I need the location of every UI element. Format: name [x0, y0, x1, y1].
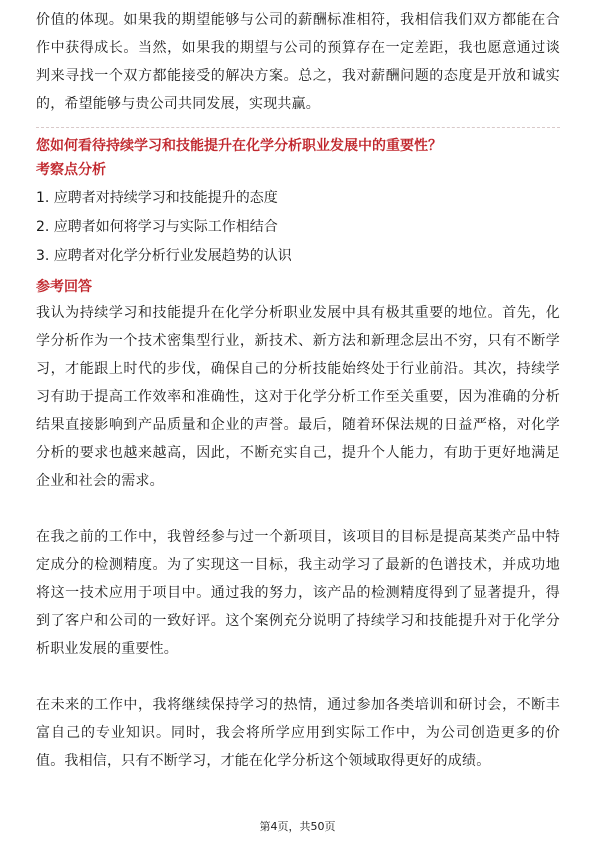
analysis-point: 3. 应聘者对化学分析行业发展趋势的认识: [36, 248, 292, 264]
question-heading: 您如何看待持续学习和技能提升在化学分析职业发展中的重要性？: [36, 138, 442, 154]
answer-paragraph: 我认为持续学习和技能提升在化学分析职业发展中具有极其重要的地位。首先，化学分析作为一个技术密集型行业，新技术、新方法和新理念层出不穷，只有不断学习，才能跟上时代的步伐，确保自己的分析技能始终处于行业前沿。其次，持续学习有助于提高工作效率和准确性，这对于化学分析工作至关重要，因为准确的分析结果直接影响到产品质量和企业的声誉。最后，随着环保法规的日益严格，对化学分析的要求也越来越高，因此，不断充实自己，提升个人能力，有助于更好地满足企业和社会的需求。: [36, 305, 560, 489]
analysis-point: 1. 应聘者对持续学习和技能提升的态度: [36, 190, 278, 206]
answer-paragraph: 在我之前的工作中，我曾经参与过一个新项目，该项目的目标是提高某类产品中特定成分的检测精度。为了实现这一目标，我主动学习了最新的色谱技术，并成功地将这一技术应用于项目中。通过我的努力，该产品的检测精度得到了显著提升，得到了客户和公司的一致好评。这个案例充分说明了持续学习和技能提升对于化学分析职业发展的重要性。: [36, 529, 560, 657]
page-footer: 第4页，共50页: [259, 820, 336, 833]
answer-title: 参考回答: [36, 279, 92, 295]
intro-paragraph: 价值的体现。如果我的期望能够与公司的薪酬标准相符，我相信我们双方都能在合作中获得成长。当然，如果我的期望与公司的预算存在一定差距，我也愿意通过谈判来寻找一个双方都能接受的解决方案。总之，我对薪酬问题的态度是开放和诚实的，希望能够与贵公司共同发展，实现共赢。: [36, 12, 560, 112]
document-page: [36, 6, 560, 775]
analysis-points: [36, 184, 560, 271]
analysis-point: 2. 应聘者如何将学习与实际工作相结合: [36, 219, 278, 235]
answer-paragraph: 在未来的工作中，我将继续保持学习的热情，通过参加各类培训和研讨会，不断丰富自己的专业知识。同时，我会将所学应用到实际工作中，为公司创造更多的价值。我相信，只有不断学习，才能在化学分析这个领域取得更好的成绩。: [36, 697, 560, 769]
analysis-title: 考察点分析: [36, 162, 106, 178]
paragraph-gap: [36, 495, 560, 523]
paragraph-gap: [36, 663, 560, 691]
section-divider: [36, 127, 560, 128]
